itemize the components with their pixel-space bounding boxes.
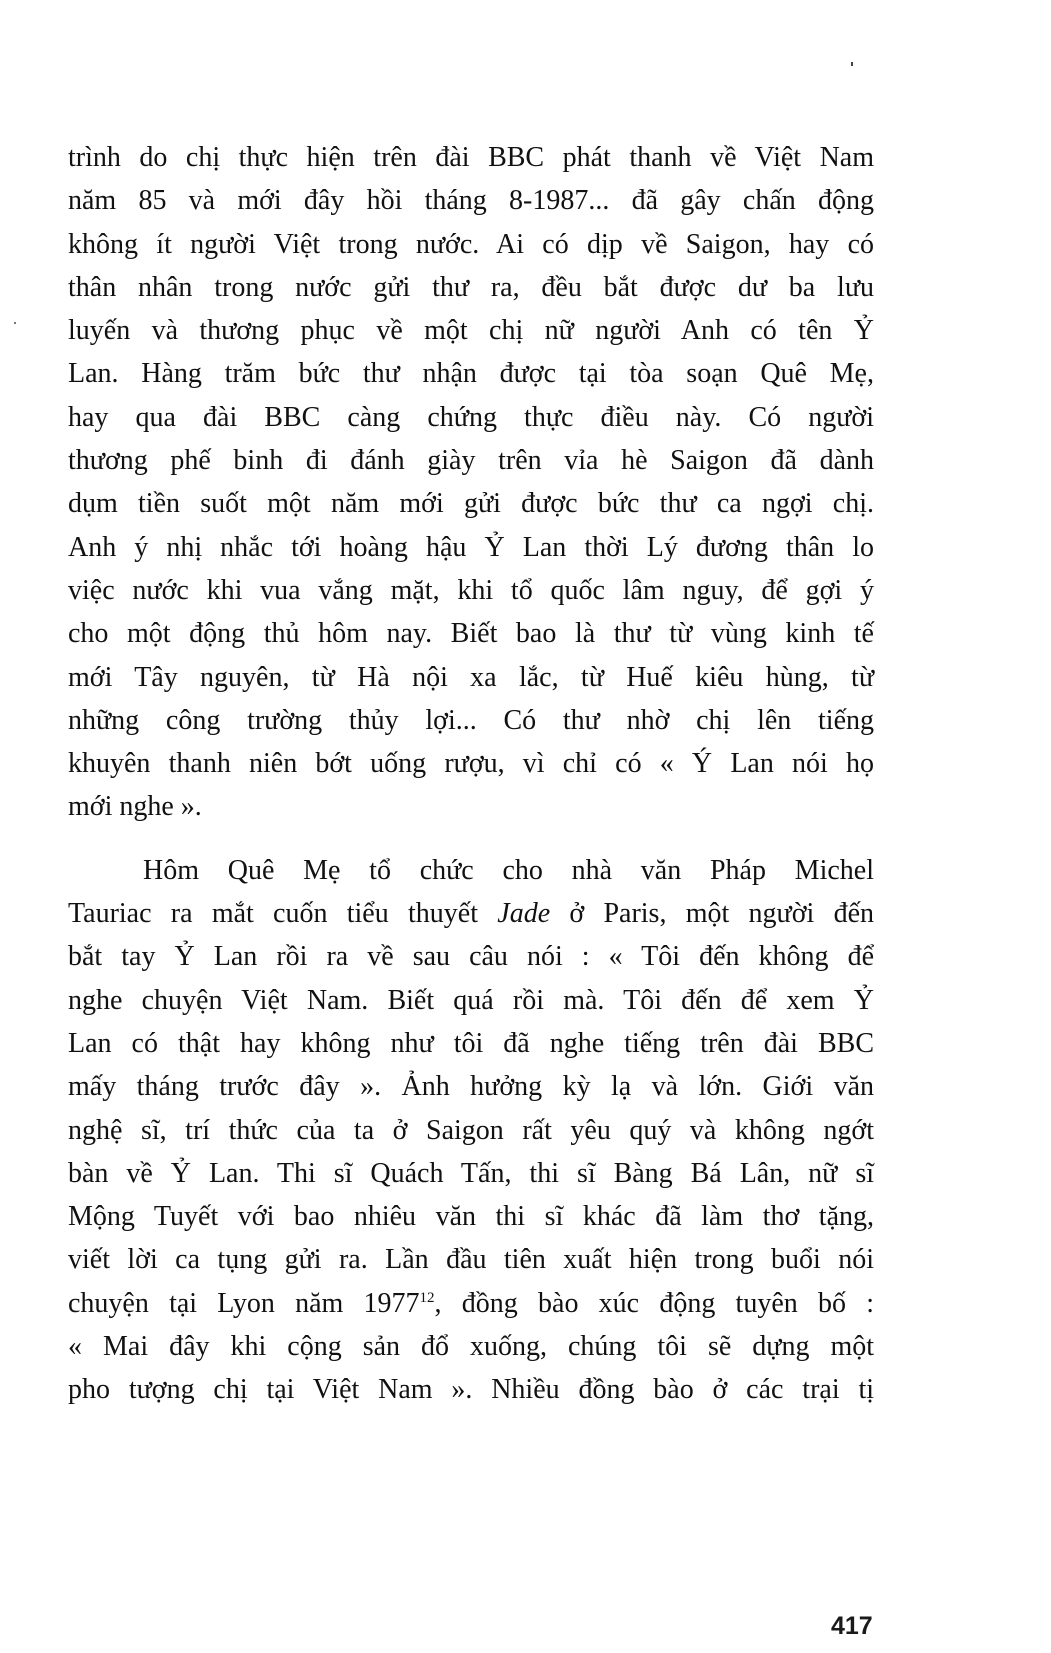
text-line-with-footnote (68, 1282, 874, 1325)
text-line: thương phế binh đi đánh giày trên vỉa hè Saigon đã dành (68, 445, 874, 477)
text-line: cho một động thủ hôm nay. Biết bao là thư từ vùng kinh tế (68, 618, 874, 650)
text-line: nghe chuyện Việt Nam. Biết quá rồi mà. Tôi đến để xem Ỷ (68, 984, 874, 1016)
text-line: mới nghe ». (68, 791, 202, 823)
scan-dot (14, 322, 16, 324)
body-text (68, 136, 874, 1412)
text-line: luyến và thương phục về một chị nữ người Anh có tên Ỷ (68, 315, 874, 347)
page-number: 417 (831, 1612, 873, 1640)
text-line: viết lời ca tụng gửi ra. Lần đầu tiên xuất hiện trong buổi nói (68, 1244, 874, 1276)
book-title-italic: Jade (497, 898, 551, 930)
footnote-reference[interactable]: 12 (419, 1289, 435, 1306)
text-run: Tauriac ra mắt cuốn tiểu thuyết (68, 898, 498, 930)
paragraph-gap (68, 829, 874, 849)
paragraph-1 (68, 136, 874, 829)
text-line: những công trường thủy lợi... Có thư nhờ chị lên tiếng (68, 704, 874, 736)
text-run: ở Paris, một người đến (550, 898, 874, 930)
text-line: mấy tháng trước đây ». Ảnh hưởng kỳ lạ và lớn. Giới văn (68, 1071, 874, 1103)
text-line: mới Tây nguyên, từ Hà nội xa lắc, từ Huế kiêu hùng, từ (68, 661, 874, 693)
text-line: không ít người Việt trong nước. Ai có dịp về Saigon, hay có (68, 228, 874, 260)
text-line: khuyên thanh niên bớt uống rượu, vì chỉ có « Ý Lan nói họ (68, 748, 874, 780)
text-line: bắt tay Ỷ Lan rồi ra về sau câu nói : « Tôi đến không để (68, 941, 874, 973)
text-run: chuyện tại Lyon năm 1977 (68, 1287, 420, 1319)
text-line: Mộng Tuyết với bao nhiêu văn thi sĩ khác đã làm thơ tặng, (68, 1201, 874, 1233)
text-line: « Mai đây khi cộng sản đổ xuống, chúng tôi sẽ dựng một (68, 1331, 874, 1363)
text-line-with-italic (68, 892, 874, 935)
text-line: thân nhân trong nước gửi thư ra, đều bắt được dư ba lưu (68, 271, 874, 303)
text-line: nghệ sĩ, trí thức của ta ở Saigon rất yêu quý và không ngớt (68, 1114, 874, 1146)
text-line: Lan. Hàng trăm bức thư nhận được tại tòa soạn Quê Mẹ, (68, 358, 874, 390)
text-line: trình do chị thực hiện trên đài BBC phát thanh về Việt Nam (68, 142, 874, 173)
text-line: Anh ý nhị nhắc tới hoàng hậu Ỷ Lan thời Lý đương thân lo (68, 531, 874, 563)
scan-mark (851, 62, 853, 66)
text-line: dụm tiền suốt một năm mới gửi được bức thư ca ngợi chị. (68, 488, 874, 520)
text-line: bàn về Ỷ Lan. Thi sĩ Quách Tấn, thi sĩ Bàng Bá Lân, nữ sĩ (68, 1157, 874, 1189)
text-line: Hôm Quê Mẹ tổ chức cho nhà văn Pháp Michel (143, 854, 874, 886)
text-run: , đồng bào xúc động tuyên bố : (434, 1287, 875, 1319)
paragraph-2 (68, 849, 874, 1412)
text-line: hay qua đài BBC càng chứng thực điều này. Có người (68, 401, 874, 433)
text-line: năm 85 và mới đây hồi tháng 8-1987... đã gây chấn động (68, 185, 874, 217)
text-line: việc nước khi vua vắng mặt, khi tổ quốc lâm nguy, để gợi ý (68, 574, 874, 606)
text-line: pho tượng chị tại Việt Nam ». Nhiều đồng bào ở các trại tị (68, 1374, 874, 1406)
text-line: Lan có thật hay không như tôi đã nghe tiếng trên đài BBC (68, 1027, 874, 1059)
